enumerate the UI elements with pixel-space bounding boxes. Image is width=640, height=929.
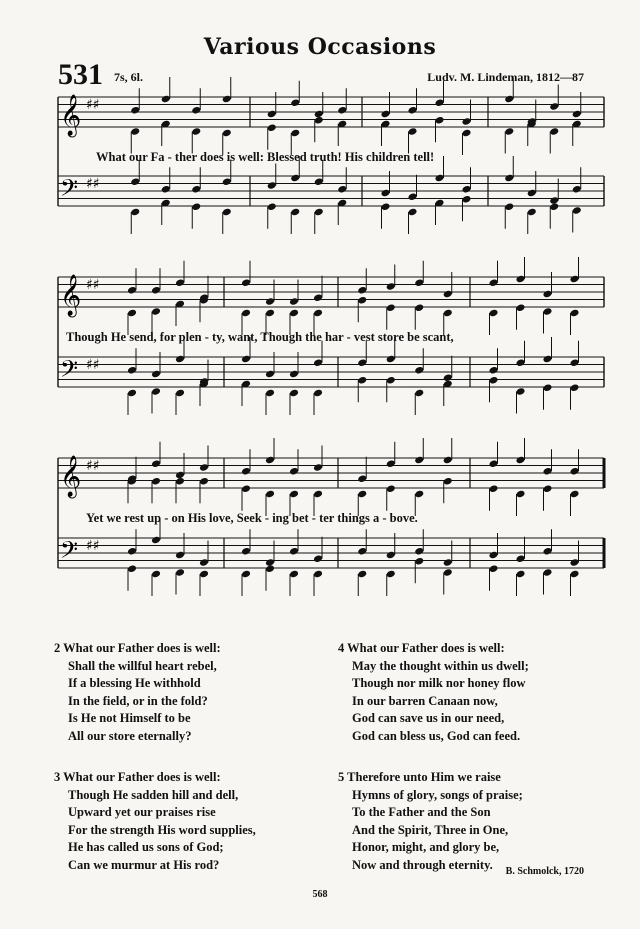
verse-line: And the Spirit, Three in One, xyxy=(352,822,509,837)
hymn-number: 531 xyxy=(58,58,103,91)
verse-line: Though nor milk nor honey flow xyxy=(352,676,526,690)
verse-line: 5 Therefore unto Him we raise xyxy=(338,770,501,784)
bass-clef-icon: 𝄢 xyxy=(60,174,79,207)
treble-clef-icon: 𝄞 xyxy=(60,275,82,316)
meter-label: 7s, 6l. xyxy=(114,70,144,84)
verse-3 xyxy=(54,769,256,874)
verse-line: To the Father and the Son xyxy=(352,805,491,819)
verse-line: Shall the willful heart rebel, xyxy=(68,658,217,673)
bass-clef-icon: 𝄢 xyxy=(60,355,79,388)
key-signature-icon: ♯♯ xyxy=(86,97,100,113)
key-signature-icon: ♯♯ xyxy=(86,538,100,554)
page-number: 568 xyxy=(312,889,328,900)
verse-line: In the field, or in the fold? xyxy=(68,693,208,708)
verse-line: 4 What our Father does is well: xyxy=(338,641,505,655)
treble-clef-icon: 𝄞 xyxy=(60,95,82,136)
verse-line: If a blessing He withhold xyxy=(68,676,201,690)
verse-line: God can save us in our need, xyxy=(352,711,505,725)
verse-line: In our barren Canaan now, xyxy=(352,693,498,708)
verse-line: Though He sadden hill and dell, xyxy=(68,787,239,802)
key-signature-icon: ♯♯ xyxy=(86,357,100,373)
verse-line: All our store eternally? xyxy=(68,728,192,743)
verse-line: Honor, might, and glory be, xyxy=(352,840,500,854)
lyric-line-1: What our Fa - ther does is well: Blessed truth! His children tell! xyxy=(96,150,435,164)
verse-5 xyxy=(338,769,523,874)
verse-line: For the strength His word supplies, xyxy=(68,822,256,837)
key-signature-icon: ♯♯ xyxy=(86,176,100,192)
text-author-credit: B. Schmolck, 1720 xyxy=(505,866,584,877)
verse-line: 2 What our Father does is well: xyxy=(54,641,221,655)
verse-line: Can we murmur at His rod? xyxy=(68,857,220,872)
verse-line: Upward yet our praises rise xyxy=(68,805,216,819)
verse-4 xyxy=(338,640,529,745)
verse-line: He has called us sons of God; xyxy=(68,840,224,854)
verse-line: Now and through eternity. xyxy=(352,857,493,872)
verse-line: 3 What our Father does is well: xyxy=(54,770,221,784)
lyric-line-2: Though He send, for plen - ty, want, Though the har - vest store be scant, xyxy=(66,330,454,344)
lyric-line-3: Yet we rest up - on His love, Seek - ing bet - ter things a - bove. xyxy=(86,511,418,525)
verse-line: God can bless us, God can feed. xyxy=(352,728,521,743)
key-signature-icon: ♯♯ xyxy=(86,277,100,293)
bass-clef-icon: 𝄢 xyxy=(60,536,79,569)
verse-2 xyxy=(54,640,221,745)
key-signature-icon: ♯♯ xyxy=(86,458,100,474)
verse-line: Hymns of glory, songs of praise; xyxy=(352,787,523,802)
composer-credit: Ludv. M. Lindeman, 1812—87 xyxy=(427,70,584,84)
page-title: Various Occasions xyxy=(203,34,437,60)
verse-line: Is He not Himself to be xyxy=(68,711,191,725)
verse-line: May the thought within us dwell; xyxy=(352,658,529,673)
treble-clef-icon: 𝄞 xyxy=(60,456,82,497)
